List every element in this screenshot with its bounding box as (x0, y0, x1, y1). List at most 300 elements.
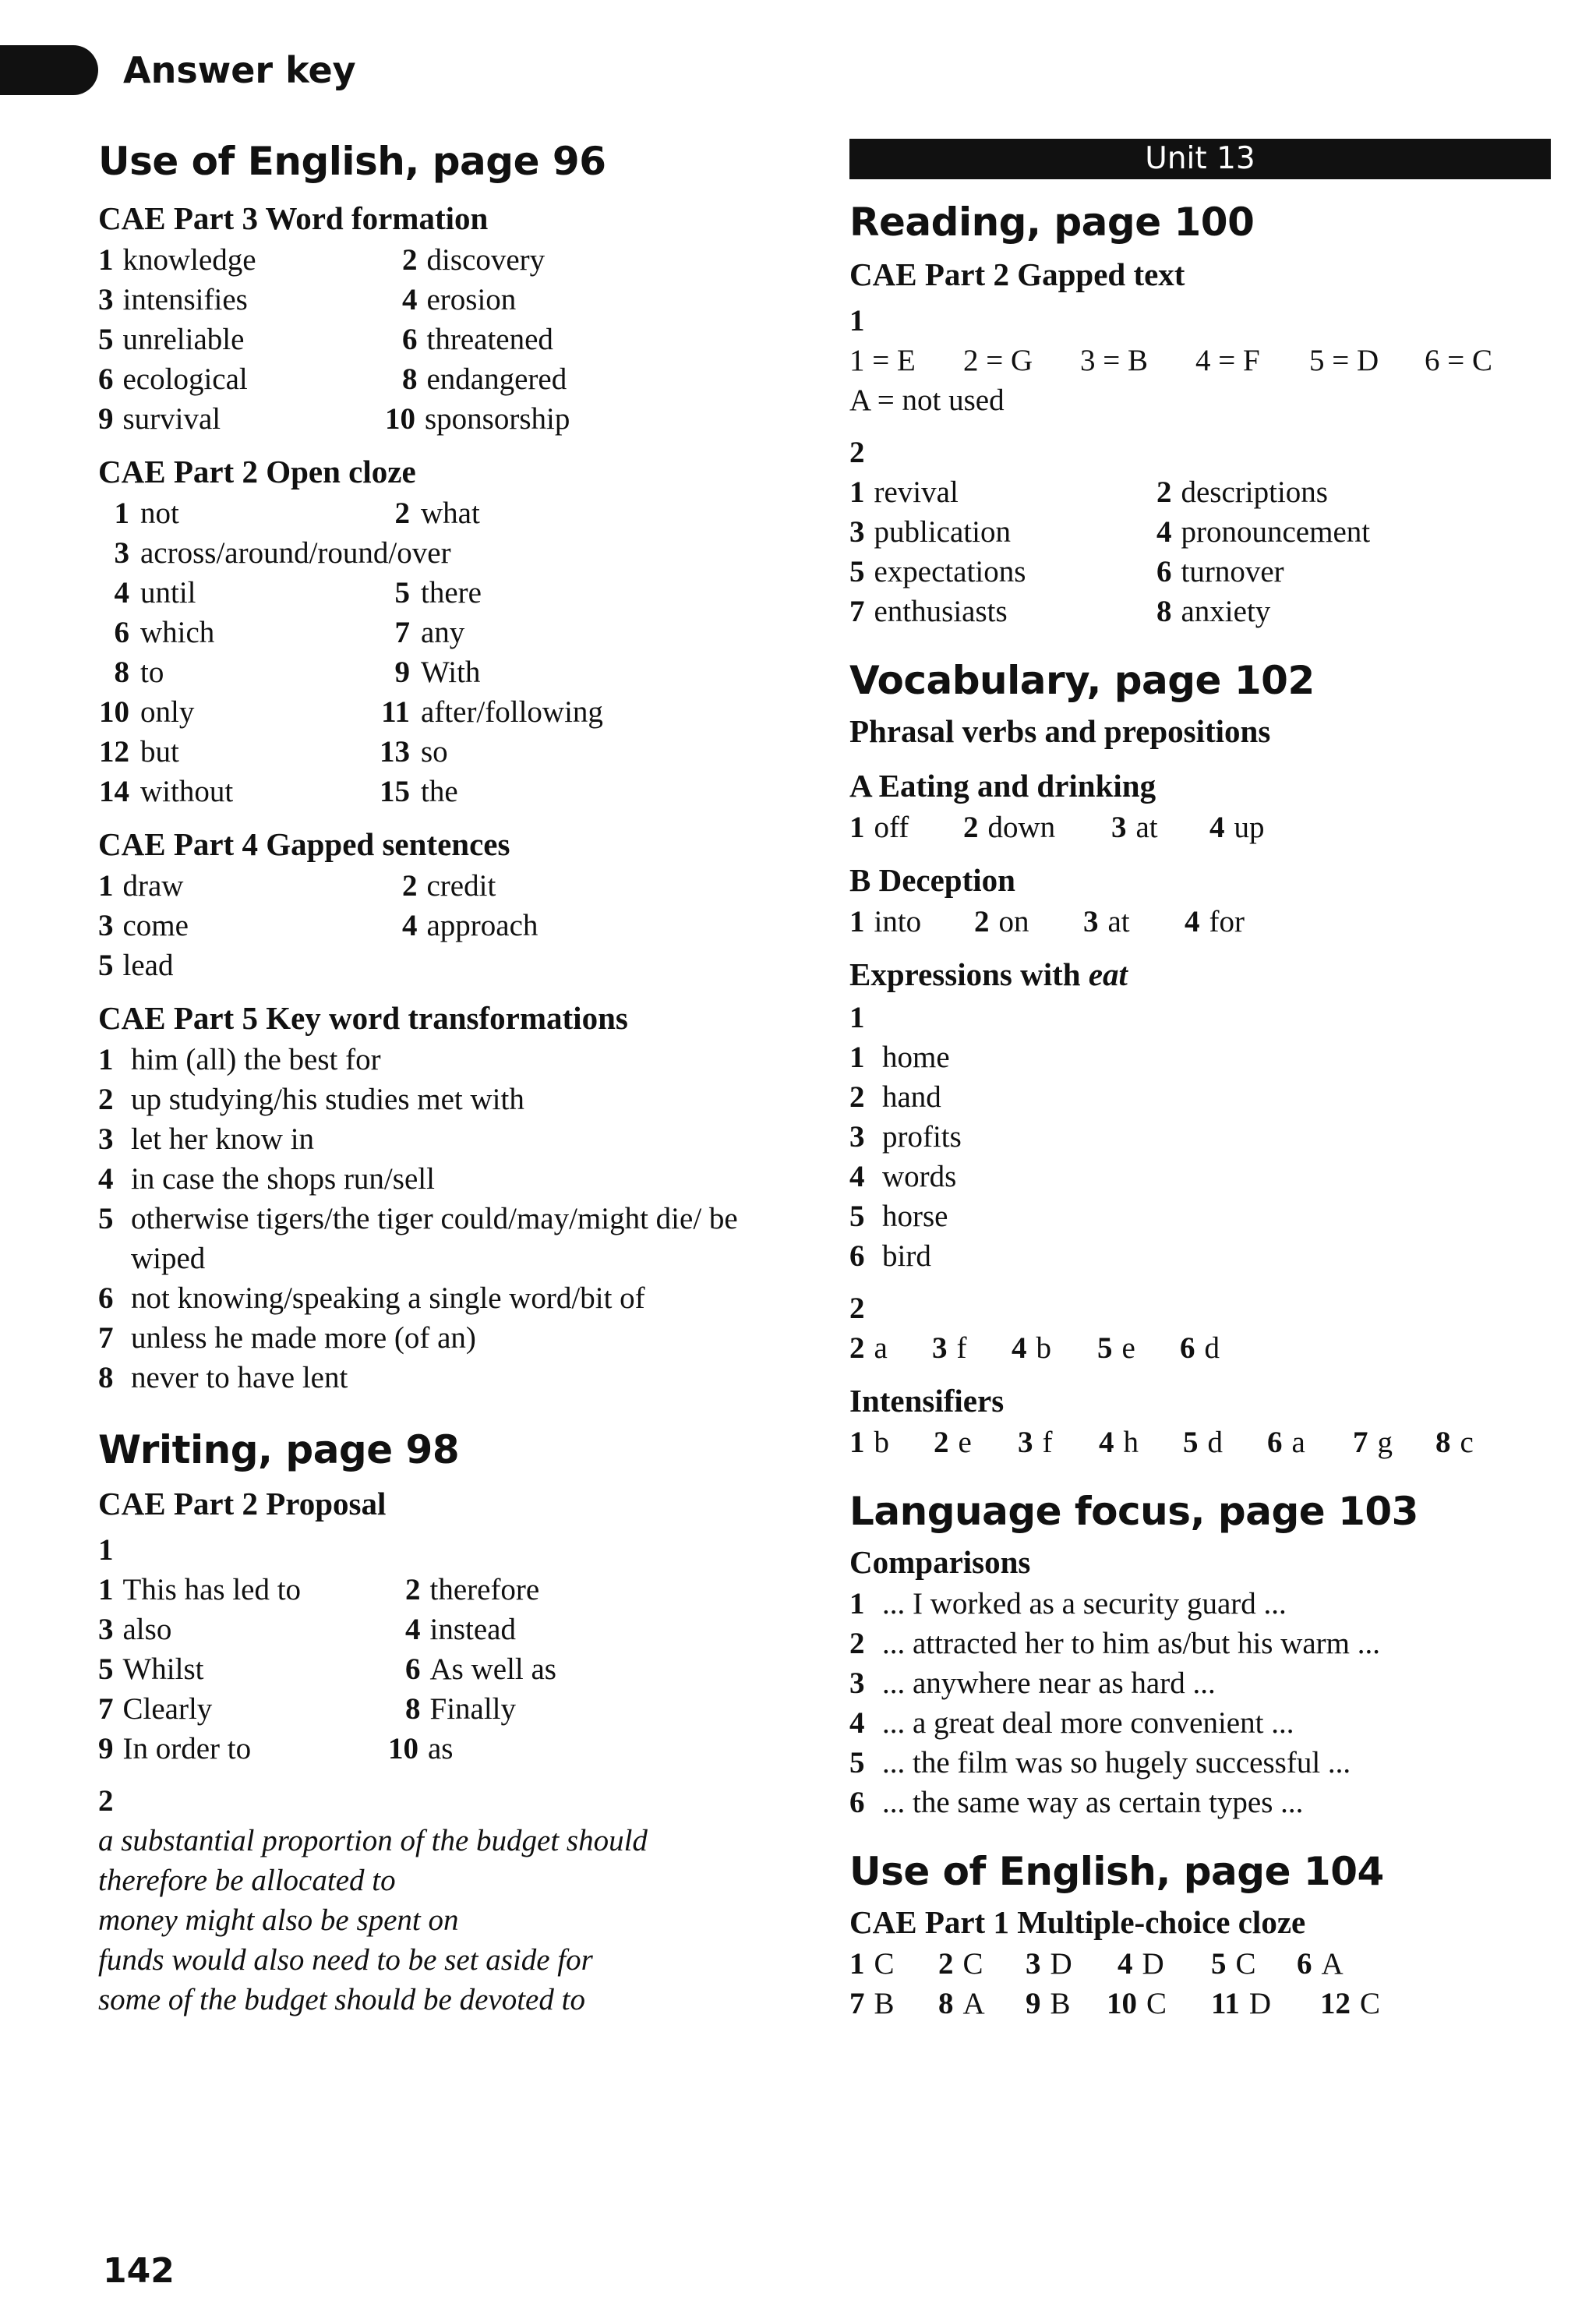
answer-number: 10 (99, 695, 129, 729)
answer-text: after/following (421, 695, 603, 729)
answer-row (98, 1729, 784, 1769)
exercise-number: 1 (849, 304, 865, 338)
subheading-expressions-with-eat (849, 952, 1551, 996)
answer-number: 4 (1185, 905, 1200, 938)
answer-number: 1 (98, 869, 114, 903)
answer-number: 6 (1297, 1947, 1312, 1981)
answer-number: 8 (1156, 595, 1172, 628)
answer-text: therefore (429, 1573, 540, 1606)
answer-number: 9 (394, 656, 410, 689)
answer-number: 9 (1026, 1987, 1041, 2020)
word-formation-answers (98, 240, 784, 439)
answer-number: 6 (114, 616, 129, 649)
answer-text: ... the film was so hugely successful ... (882, 1746, 1351, 1779)
answer-number: 5 (98, 1652, 114, 1686)
answer-number: 8 (405, 1692, 421, 1726)
heading-reading-100: Reading, page 100 (849, 200, 1255, 245)
answer-row (98, 1610, 784, 1649)
answer-number: 1 (849, 1587, 865, 1620)
exercise-number: 1 (98, 1533, 114, 1567)
answer-text: C (1360, 1987, 1381, 2020)
answer-number: 2 (402, 869, 418, 903)
answer-row (98, 1689, 784, 1729)
answer-number: 10 (388, 1732, 418, 1765)
answer-row (849, 472, 1551, 512)
answer-text: down (987, 811, 1056, 844)
answer-row (98, 399, 784, 439)
answer-text: into (874, 905, 922, 938)
answer-text: any (421, 616, 465, 649)
answer-number: 6 (849, 1239, 865, 1273)
answer-number: 5 (394, 576, 410, 610)
answer-text: home (882, 1041, 950, 1074)
answer-number: 9 (98, 1732, 114, 1765)
answer-number: 3 (114, 536, 129, 570)
answer-number: 10 (385, 402, 415, 436)
answer-text: not knowing/speaking a single word/bit of (131, 1281, 645, 1315)
answer-text: across/around/round/over (140, 536, 451, 570)
list-item (849, 1703, 1551, 1743)
proposal-phrases (98, 1821, 784, 2020)
answer-text: C (962, 1947, 983, 1981)
answer-text: never to have lent (131, 1361, 348, 1394)
answer-number: 2 (405, 1573, 421, 1606)
answer-text: 6 = C (1425, 344, 1493, 377)
answer-number: 2 (849, 1080, 865, 1114)
list-item (849, 1783, 1551, 1822)
answer-text: what (421, 497, 480, 530)
answer-text: C (1146, 1987, 1167, 2020)
subheading-intensifiers: Intensifiers (849, 1383, 1005, 1419)
answer-text: off (874, 811, 909, 844)
answer-text: Clearly (122, 1692, 213, 1726)
answer-row (98, 573, 784, 613)
answer-number: 7 (98, 1321, 114, 1355)
answer-text: ecological (122, 362, 248, 396)
answer-text: erosion (426, 283, 517, 316)
answer-number: 5 (849, 1746, 865, 1779)
answer-number: 4 (98, 1162, 114, 1196)
eating-drinking-answers (849, 808, 1551, 847)
heading-language-focus-103: Language focus, page 103 (849, 1489, 1418, 1534)
list-item (849, 1624, 1551, 1663)
answer-number: 7 (1353, 1426, 1368, 1459)
answer-number: 8 (938, 1987, 954, 2020)
answer-number: 5 (849, 555, 865, 588)
subheading-proposal: CAE Part 2 Proposal (98, 1486, 387, 1521)
open-cloze-answers (98, 493, 784, 811)
answer-number: 3 (849, 1666, 865, 1700)
heading-use-of-english-96: Use of English, page 96 (98, 139, 606, 184)
answer-number: 11 (1211, 1987, 1240, 2020)
answer-text: 4 = F (1195, 344, 1260, 377)
answer-number: 3 (1111, 811, 1127, 844)
answer-text: profits (882, 1120, 962, 1154)
answer-number: 2 (849, 1627, 865, 1660)
answer-text: pronouncement (1181, 515, 1371, 549)
answer-text: C (874, 1947, 895, 1981)
answer-text: B (874, 1987, 895, 2020)
answer-row (98, 240, 784, 280)
answer-row (98, 772, 784, 811)
comparisons-answers (849, 1584, 1551, 1822)
answer-number: 1 (849, 475, 865, 509)
answer-text: C (1235, 1947, 1256, 1981)
answer-text: ... the same way as certain types ... (882, 1786, 1304, 1819)
answer-text: A (1321, 1947, 1344, 1981)
answer-number: 6 (405, 1652, 421, 1686)
answer-text: d (1204, 1331, 1220, 1365)
gapped-sentences-answers (98, 866, 784, 985)
proposal-answers (98, 1570, 784, 1769)
list-item (98, 1159, 784, 1199)
answer-text: e (958, 1426, 972, 1459)
answer-text: b (874, 1426, 889, 1459)
answer-number: 3 (98, 1613, 114, 1646)
answer-text: there (421, 576, 482, 610)
phrase-line: some of the budget should be devoted to (98, 1983, 585, 2016)
answer-number: 2 (394, 497, 410, 530)
answer-number: 6 (402, 323, 418, 356)
answer-text: at (1107, 905, 1130, 938)
answer-text: turnover (1181, 555, 1284, 588)
answer-number: 6 (1180, 1331, 1195, 1365)
answer-text: only (140, 695, 195, 729)
deception-answers (849, 902, 1551, 942)
answer-text: d (1207, 1426, 1223, 1459)
answer-row (98, 280, 784, 320)
answer-number: 8 (114, 656, 129, 689)
answer-number: 4 (1099, 1426, 1114, 1459)
answer-text: not (140, 497, 179, 530)
answer-text: on (998, 905, 1029, 938)
answer-text: D (1142, 1947, 1164, 1981)
section-tab-marker (0, 45, 98, 95)
answer-text: up studying/his studies met with (131, 1083, 524, 1116)
answer-number: 8 (1435, 1426, 1451, 1459)
answer-text: him (all) the best for (131, 1043, 381, 1076)
answer-text: without (140, 775, 234, 808)
answer-text: Whilst (122, 1652, 204, 1686)
phrase-line: funds would also need to be set aside for (98, 1943, 593, 1977)
list-item (98, 1119, 784, 1159)
answer-number: 4 (1209, 811, 1225, 844)
answer-text: in case the shops run/sell (131, 1162, 435, 1196)
answer-text: D (1050, 1947, 1072, 1981)
key-word-transformations-answers (98, 1040, 784, 1398)
answer-row (98, 652, 784, 692)
answer-number: 3 (1018, 1426, 1033, 1459)
answer-number: 4 (114, 576, 129, 610)
answer-text: a (1291, 1426, 1305, 1459)
list-item (849, 1663, 1551, 1703)
answer-number: 12 (99, 735, 129, 769)
heading-use-of-english-104: Use of English, page 104 (849, 1849, 1384, 1894)
answer-number: 2 (938, 1947, 954, 1981)
answer-text: at (1135, 811, 1158, 844)
answer-text: 2 = G (963, 344, 1033, 377)
answer-number: 3 (849, 515, 865, 549)
answer-row (98, 1570, 784, 1610)
intensifiers-answers (849, 1423, 1551, 1462)
answer-number: 14 (99, 775, 129, 808)
answer-text: With (421, 656, 481, 689)
exercise-number: 2 (849, 436, 865, 469)
answer-text: In order to (122, 1732, 252, 1765)
answer-text: intensifies (122, 283, 248, 316)
list-item (849, 1743, 1551, 1783)
answer-text: B (1050, 1987, 1071, 2020)
answer-row (98, 533, 784, 573)
list-item (849, 1117, 1551, 1157)
answer-number: 8 (402, 362, 418, 396)
gapped-text-answers (849, 341, 1551, 380)
list-item (849, 1236, 1551, 1276)
subheading-open-cloze: CAE Part 2 Open cloze (98, 454, 416, 489)
answer-number: 1 (849, 905, 865, 938)
exercise-number: 1 (849, 1001, 865, 1034)
answer-number: 2 (963, 811, 979, 844)
exercise-number: 2 (849, 1292, 865, 1325)
answer-text: f (956, 1331, 967, 1365)
list-item (98, 1199, 768, 1278)
answer-number: 5 (1097, 1331, 1113, 1365)
answer-text: descriptions (1181, 475, 1328, 509)
answer-number: 11 (381, 695, 410, 729)
list-item (98, 1080, 784, 1119)
answer-text: sponsorship (425, 402, 570, 436)
answer-text: e (1121, 1331, 1135, 1365)
answer-number: 6 (98, 362, 114, 396)
answer-text: to (140, 656, 164, 689)
answer-number: 5 (98, 1202, 114, 1235)
answer-text: endangered (426, 362, 567, 396)
unit-banner: Unit 13 (849, 139, 1551, 179)
answer-text: otherwise tigers/the tiger could/may/might die/ be wiped (131, 1202, 738, 1275)
answer-number: 6 (849, 1786, 865, 1819)
answer-number: 3 (98, 1122, 114, 1156)
answer-row (98, 945, 784, 985)
subheading-eating-drinking: A Eating and drinking (849, 768, 1156, 804)
answer-number: 5 (1211, 1947, 1227, 1981)
answer-number: 15 (380, 775, 410, 808)
answer-text: discovery (426, 243, 546, 277)
answer-text: for (1209, 905, 1245, 938)
answer-text: expectations (874, 555, 1026, 588)
answer-number: 10 (1107, 1987, 1137, 2020)
list-item (98, 1318, 784, 1358)
answer-number: 12 (1320, 1987, 1351, 2020)
answer-row (98, 1649, 784, 1689)
answer-number: 5 (98, 949, 114, 982)
answer-text: bird (882, 1239, 931, 1273)
subheading-key-word-transformations: CAE Part 5 Key word transformations (98, 1000, 628, 1036)
answer-text: a (874, 1331, 888, 1365)
answer-number: 5 (98, 323, 114, 356)
phrase-line: therefore be allocated to (98, 1864, 396, 1897)
answer-number: 3 (98, 283, 114, 316)
expressions-matching-answers (849, 1328, 1551, 1368)
answer-number: 4 (849, 1160, 865, 1193)
answer-number: 5 (1183, 1426, 1199, 1459)
answer-text: approach (426, 909, 538, 942)
answer-text: publication (874, 515, 1011, 549)
subheading-gapped-text: CAE Part 2 Gapped text (849, 256, 1185, 292)
answer-number: 7 (849, 1987, 865, 2020)
answer-text: knowledge (122, 243, 256, 277)
answer-text: anxiety (1181, 595, 1271, 628)
answer-text: unless he made more (of an) (131, 1321, 476, 1355)
answer-number: 7 (394, 616, 410, 649)
answer-number: 1 (849, 811, 865, 844)
answer-text: as (428, 1732, 454, 1765)
list-item (849, 1584, 1551, 1624)
answer-number: 9 (98, 402, 114, 436)
answer-number: 1 (114, 497, 129, 530)
answer-number: 13 (380, 735, 410, 769)
answer-number: 8 (98, 1361, 114, 1394)
multiple-choice-answers-row-1 (849, 1944, 1551, 1984)
answer-text: revival (874, 475, 959, 509)
answer-text: h (1123, 1426, 1139, 1459)
answer-number: 2 (98, 1083, 114, 1116)
answer-text: ... I worked as a security guard ... (882, 1587, 1287, 1620)
phrase-line: money might also be spent on (98, 1903, 459, 1937)
subheading-comparisons: Comparisons (849, 1544, 1031, 1580)
subheading-multiple-choice-cloze: CAE Part 1 Multiple-choice cloze (849, 1904, 1306, 1940)
answer-text: credit (426, 869, 496, 903)
phrase-line: a substantial proportion of the budget should (98, 1824, 648, 1857)
answer-row (849, 552, 1551, 592)
answer-text: words (882, 1160, 957, 1193)
page-number: 142 (103, 2251, 175, 2291)
list-item (98, 1040, 784, 1080)
answer-text: hand (882, 1080, 941, 1114)
list-item (849, 1077, 1551, 1117)
answer-number: 3 (98, 909, 114, 942)
answer-number: 3 (1026, 1947, 1041, 1981)
answer-text: until (140, 576, 196, 610)
answer-text: instead (429, 1613, 516, 1646)
list-item (98, 1358, 784, 1398)
answer-text: threatened (426, 323, 553, 356)
answer-row (98, 493, 784, 533)
answer-text: ... a great deal more convenient ... (882, 1706, 1294, 1740)
left-column (98, 133, 784, 2020)
subheading-word-formation: CAE Part 3 Word formation (98, 200, 489, 236)
list-item (849, 1157, 1551, 1196)
answer-number: 2 (402, 243, 418, 277)
answer-number: 1 (849, 1041, 865, 1074)
heading-vocabulary-102: Vocabulary, page 102 (849, 658, 1315, 703)
answer-text: up (1234, 811, 1265, 844)
answer-text: horse (882, 1200, 948, 1233)
answer-number: 6 (1267, 1426, 1283, 1459)
list-item (849, 1037, 1551, 1077)
answer-number: 1 (98, 1573, 114, 1606)
expressions-answers (849, 1037, 1551, 1276)
answer-number: 1 (849, 1426, 865, 1459)
answer-text: D (1248, 1987, 1272, 2020)
answer-number: 6 (1156, 555, 1172, 588)
answer-number: 4 (1012, 1331, 1027, 1365)
answer-number: 2 (849, 1331, 865, 1365)
answer-text: A (962, 1987, 985, 2020)
answer-row (849, 512, 1551, 552)
answer-text: c (1460, 1426, 1474, 1459)
answer-row (849, 592, 1551, 631)
answer-text: b (1036, 1331, 1051, 1365)
heading-writing-98: Writing, page 98 (98, 1427, 460, 1472)
answer-row (98, 906, 784, 945)
answer-number: 1 (98, 243, 114, 277)
answer-number: 5 (849, 1200, 865, 1233)
answer-number: 3 (1083, 905, 1099, 938)
answer-text: unreliable (122, 323, 245, 356)
answer-text: lead (122, 949, 174, 982)
list-item (98, 1278, 784, 1318)
answer-row (98, 866, 784, 906)
list-item (849, 1196, 1551, 1236)
subheading-text: Expressions with (849, 956, 1089, 992)
answer-text: the (421, 775, 458, 808)
subheading-keyword: eat (1088, 956, 1128, 992)
answer-number: 6 (98, 1281, 114, 1315)
answer-text: but (140, 735, 179, 769)
right-column (849, 139, 1551, 2023)
answer-text: so (421, 735, 448, 769)
answer-text: f (1042, 1426, 1053, 1459)
answer-number: 4 (1118, 1947, 1133, 1981)
answer-text: ... attracted her to him as/but his warm ... (882, 1627, 1381, 1660)
answer-number: 1 (849, 1947, 865, 1981)
answer-number: 2 (934, 1426, 949, 1459)
page-header-title: Answer key (123, 49, 356, 91)
answer-number: 7 (98, 1692, 114, 1726)
answer-number: 1 (98, 1043, 114, 1076)
exercise-number: 2 (98, 1784, 114, 1818)
answer-text: 1 = E (849, 344, 916, 377)
answer-row (98, 692, 784, 732)
answer-number: 4 (1156, 515, 1172, 549)
answer-number: 7 (849, 595, 865, 628)
answer-text: ... anywhere near as hard ... (882, 1666, 1216, 1700)
not-used-note: A = not used (849, 383, 1005, 417)
answer-text: g (1377, 1426, 1393, 1459)
answer-text: draw (122, 869, 184, 903)
answer-text: enthusiasts (874, 595, 1008, 628)
subheading-deception: B Deception (849, 862, 1015, 898)
subheading-phrasal-verbs: Phrasal verbs and prepositions (849, 713, 1271, 749)
answer-number: 2 (974, 905, 990, 938)
answer-row (98, 320, 784, 359)
answer-text: let her know in (131, 1122, 315, 1156)
answer-number: 2 (1156, 475, 1172, 509)
answer-number: 4 (402, 909, 418, 942)
subheading-gapped-sentences: CAE Part 4 Gapped sentences (98, 826, 510, 862)
answer-number: 4 (849, 1706, 865, 1740)
answer-text: Finally (429, 1692, 517, 1726)
multiple-choice-answers-row-2 (849, 1984, 1551, 2023)
answer-text: 5 = D (1309, 344, 1379, 377)
answer-row (98, 359, 784, 399)
answer-text: also (122, 1613, 172, 1646)
answer-text: come (122, 909, 189, 942)
answer-text: survival (122, 402, 221, 436)
answer-text: which (140, 616, 215, 649)
reading-answers (849, 472, 1551, 631)
answer-number: 4 (405, 1613, 421, 1646)
